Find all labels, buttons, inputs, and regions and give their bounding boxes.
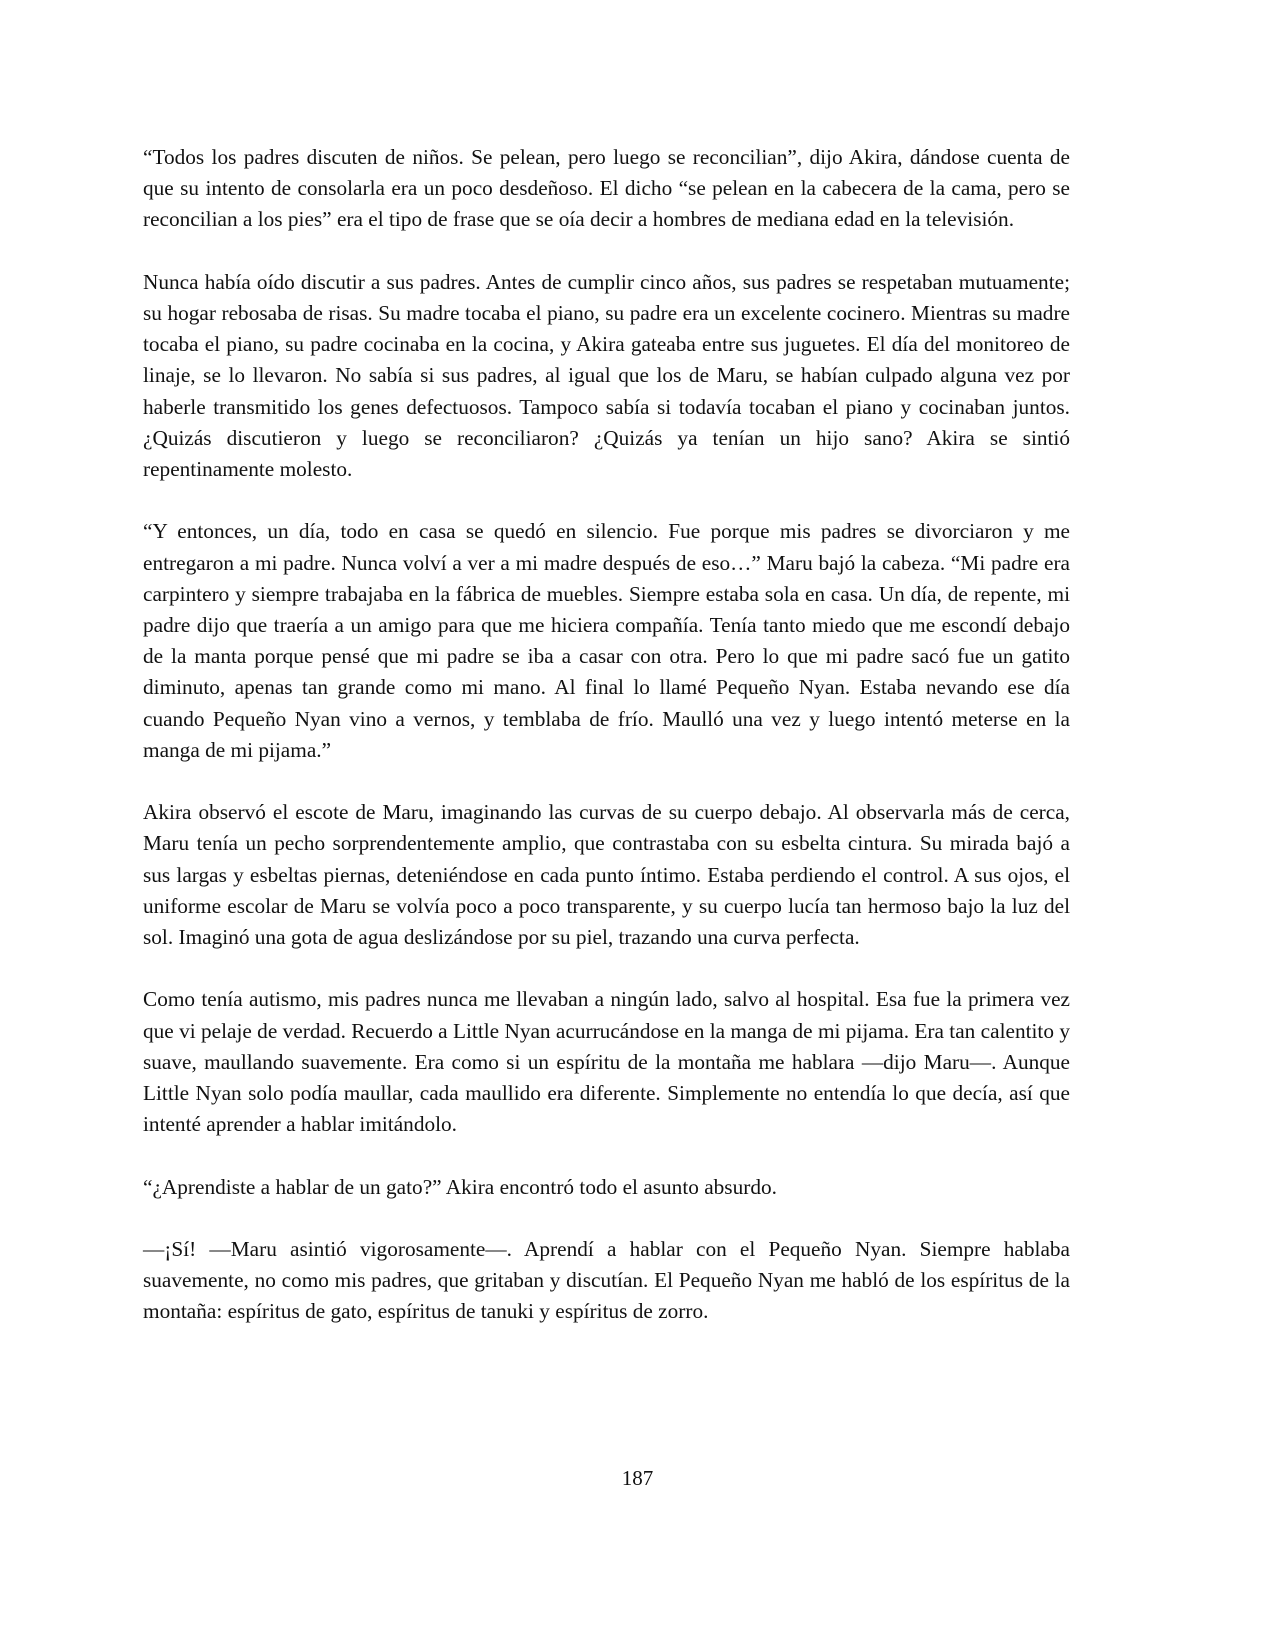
paragraph: “¿Aprendiste a hablar de un gato?” Akira encontró todo el asunto absurdo. xyxy=(143,1174,777,1199)
paragraph: “Y entonces, un día, todo en casa se quedó en silencio. Fue porque mis padres se divorciaron y me entregaron a mi padre. Nunca volví a ver a mi madre después de eso…” Maru bajó la cabeza. “Mi padre era carpintero y siempre trabajaba en la fábrica de muebles. Siempre estaba sola en casa. Un día, de repente, mi padre dijo que traería a un amigo para que me hiciera compañía. Tenía tanto miedo que me escondí debajo de la manta porque pensé que mi padre se iba a casar con otra. Pero lo que mi padre sacó fue un gatito diminuto, apenas tan grande como mi mano. Al final lo llamé Pequeño Nyan. Estaba nevando ese día cuando Pequeño Nyan vino a vernos, y temblaba de frío. Maulló una vez y luego intentó meterse en la manga de mi pijama.” xyxy=(143,519,1070,762)
paragraph: Nunca había oído discutir a sus padres. Antes de cumplir cinco años, sus padres se respetaban mutuamente; su hogar rebosaba de risas. Su madre tocaba el piano, su padre era un excelente cocinero. Mientras su madre tocaba el piano, su padre cocinaba en la cocina, y Akira gateaba entre sus juguetes. El día del monitoreo de linaje, se lo llevaron. No sabía si sus padres, al igual que los de Maru, se habían culpado alguna vez por haberle transmitido los genes defectuosos. Tampoco sabía si todavía tocaban el piano y cocinaban juntos. ¿Quizás discutieron y luego se reconciliaron? ¿Quizás ya tenían un hijo sano? Akira se sintió repentinamente molesto. xyxy=(143,269,1070,482)
page-number: 187 xyxy=(621,1466,654,1490)
paragraph: “Todos los padres discuten de niños. Se pelean, pero luego se reconcilian”, dijo Akira, dándose cuenta de que su intento de consolarla era un poco desdeñoso. El dicho “se pelean en la cabecera de la cama, pero se reconcilian a los pies” era el tipo de frase que se oía decir a hombres de mediana edad en la televisión. xyxy=(143,145,1070,232)
body-text xyxy=(143,142,1070,1359)
paragraph: Akira observó el escote de Maru, imaginando las curvas de su cuerpo debajo. Al observarla más de cerca, Maru tenía un pecho sorprendentemente amplio, que contrastaba con su esbelta cintura. Su mirada bajó a sus largas y esbeltas piernas, deteniéndose en cada punto íntimo. Estaba perdiendo el control. A sus ojos, el uniforme escolar de Maru se volvía poco a poco transparente, y su cuerpo lucía tan hermoso bajo la luz del sol. Imaginó una gota de agua deslizándose por su piel, trazando una curva perfecta. xyxy=(143,800,1070,950)
paragraph: —¡Sí! —Maru asintió vigorosamente—. Aprendí a hablar con el Pequeño Nyan. Siempre hablaba suavemente, no como mis padres, que gritaban y discutían. El Pequeño Nyan me habló de los espíritus de la montaña: espíritus de gato, espíritus de tanuki y espíritus de zorro. xyxy=(143,1237,1070,1324)
paragraph: Como tenía autismo, mis padres nunca me llevaban a ningún lado, salvo al hospital. Esa fue la primera vez que vi pelaje de verdad. Recuerdo a Little Nyan acurrucándose en la manga de mi pijama. Era tan calentito y suave, maullando suavemente. Era como si un espíritu de la montaña me hablara —dijo Maru—. Aunque Little Nyan solo podía maullar, cada maullido era diferente. Simplemente no entendía lo que decía, así que intenté aprender a hablar imitándolo. xyxy=(143,987,1070,1137)
